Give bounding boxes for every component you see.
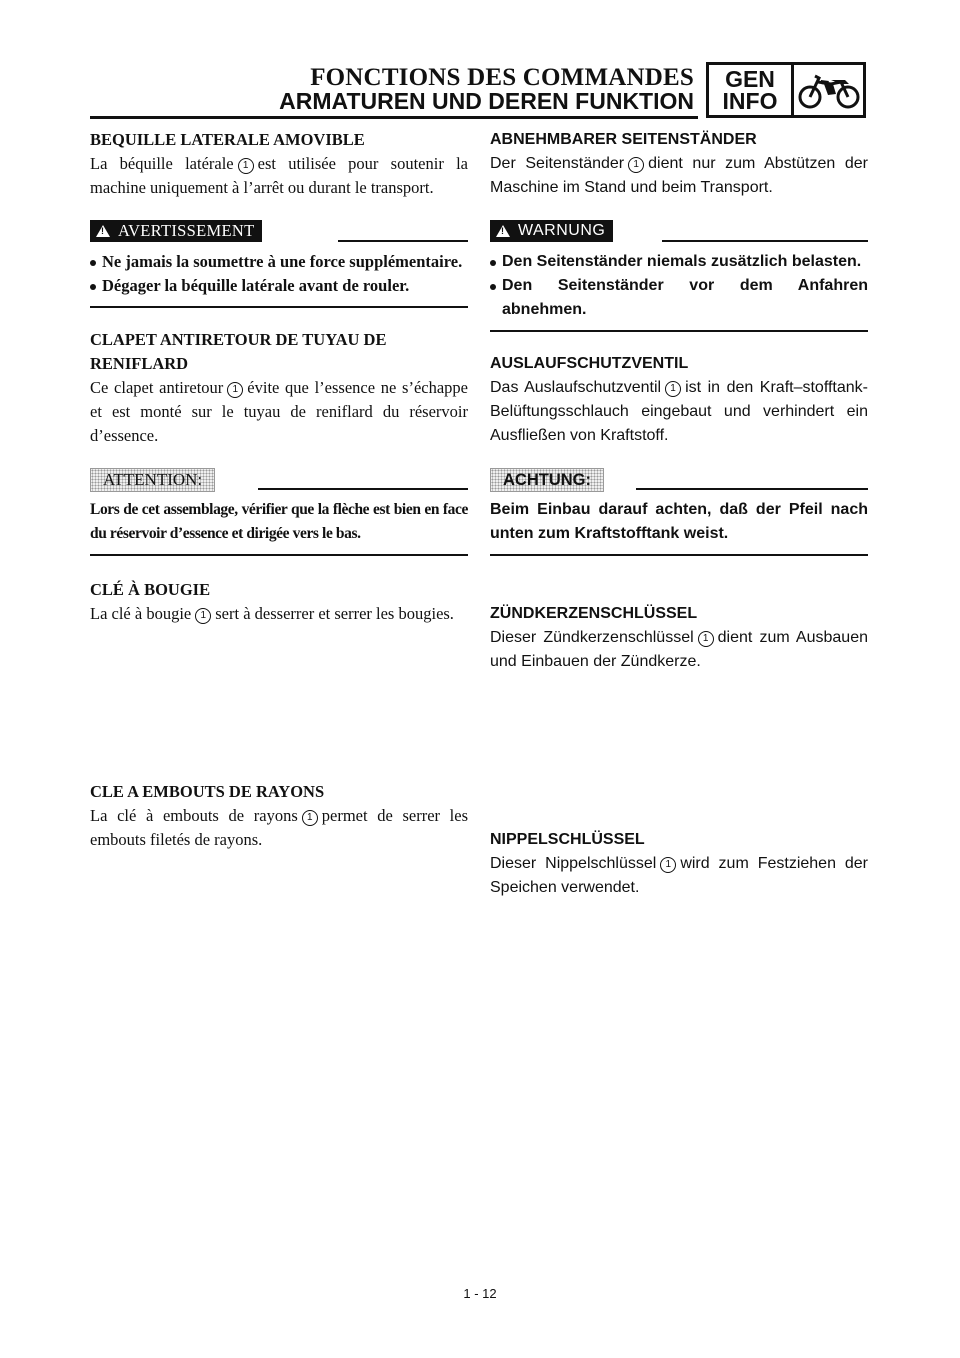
warning-item-fr: Dégager la béquille latérale avant de rouler. — [90, 274, 468, 298]
callout-number: 1 — [238, 158, 254, 174]
callout-number: 1 — [227, 382, 243, 398]
sidestand-title-fr: BEQUILLE LATERALE AMOVIBLE — [90, 130, 365, 149]
gen-info-badge — [706, 62, 866, 118]
gen-info-label — [709, 65, 794, 115]
spark-plug-wrench-text-de: Dieser Zündkerzenschlüssel 1 dient zum Ausbauen und Einbauen der Zündkerze. — [490, 629, 868, 670]
callout-number: 1 — [302, 810, 318, 826]
motorcycle-icon — [794, 65, 863, 115]
warning-label-de: ! WARNUNG — [490, 220, 613, 242]
attention-end-rule-de — [490, 554, 868, 556]
sidestand-text-de: Der Seitenständer 1 dient nur zum Abstützen der Maschine im Stand und beim Transport. — [490, 155, 868, 196]
warning-label-fr: ! AVERTISSEMENT — [90, 220, 262, 242]
attention-rule-fr — [258, 488, 468, 490]
callout-number: 1 — [628, 157, 644, 173]
valve-text-fr: Ce clapet antiretour 1 évite que l’essence ne s’échappe et est monté sur le tuyau de reniflard du réservoir d’essence. — [90, 378, 469, 445]
valve-text-de: Das Auslaufschutzventil 1 ist in den Kraft–stofftank-Belüftungsschlauch eingebaut und verhindert ein Ausfließen von Kraftstoff. — [490, 379, 868, 444]
attention-rule-de — [636, 488, 868, 490]
warning-rule-de — [662, 240, 868, 242]
nipple-wrench-text-de: Dieser Nippelschlüssel 1 wird zum Festziehen der Speichen verwendet. — [490, 855, 868, 896]
warning-item-de: Den Seitenständer vor dem Anfahren abnehmen. — [490, 274, 868, 322]
french-column — [90, 128, 468, 852]
gen-info-line1: GEN — [725, 66, 775, 92]
sidestand-text-fr: La béquille latérale 1 est utilisée pour soutenir la machine uniquement à l’arrêt ou durant le transport. — [90, 154, 469, 197]
attention-label-fr: ATTENTION: — [90, 468, 215, 492]
warning-item-de: Den Seitenständer niemals zusätzlich belasten. — [490, 250, 868, 274]
page-number: 1 - 12 — [463, 1286, 497, 1301]
attention-header-de — [490, 468, 868, 492]
nipple-wrench-title-de: NIPPELSCHLÜSSEL — [490, 831, 645, 848]
warning-rule-fr — [338, 240, 468, 242]
attention-text-fr: Lors de cet assemblage, vérifier que la flèche est bien en face du réservoir d’essence et dirigée vers le bas. — [90, 501, 468, 542]
header-title-german: ARMATUREN UND DEREN FUNKTION — [279, 88, 694, 114]
warning-triangle-icon — [96, 225, 110, 237]
attention-text-de: Beim Einbau darauf achten, daß der Pfeil nach unten zum Kraftstofftank weist. — [490, 501, 868, 542]
nipple-wrench-title-fr: CLE A EMBOUTS DE RAYONS — [90, 782, 325, 801]
gen-info-line2: INFO — [722, 88, 778, 114]
attention-label-de: ACHTUNG: — [490, 468, 604, 492]
valve-title-de: AUSLAUFSCHUTZVENTIL — [490, 355, 689, 372]
header-rule — [90, 116, 698, 119]
nipple-wrench-text-fr: La clé à embouts de rayons 1 permet de serrer les embouts filetés de rayons. — [90, 806, 469, 849]
warning-list-fr — [90, 250, 468, 298]
warning-end-rule-fr — [90, 306, 468, 308]
attention-header-fr — [90, 468, 468, 492]
warning-header-de — [490, 220, 868, 244]
warning-header-fr — [90, 220, 468, 244]
spark-plug-wrench-text-fr: La clé à bougie 1 sert à desserrer et serrer les bougies. — [90, 604, 454, 623]
spark-plug-wrench-title-fr: CLÉ À BOUGIE — [90, 580, 211, 599]
callout-number: 1 — [195, 608, 211, 624]
callout-number: 1 — [660, 857, 676, 873]
callout-number: 1 — [665, 381, 681, 397]
warning-list-de — [490, 250, 868, 322]
valve-title-fr: CLAPET ANTIRETOUR DE TUYAU DE RENIFLARD — [90, 330, 387, 373]
callout-number: 1 — [698, 631, 714, 647]
spark-plug-wrench-title-de: ZÜNDKERZENSCHLÜSSEL — [490, 605, 698, 622]
attention-end-rule-fr — [90, 554, 468, 556]
warning-end-rule-de — [490, 330, 868, 332]
sidestand-title-de: ABNEHMBARER SEITENSTÄNDER — [490, 131, 757, 148]
warning-item-fr: Ne jamais la soumettre à une force supplémentaire. — [90, 250, 468, 274]
header-title-french: FONCTIONS DES COMMANDES — [310, 64, 694, 91]
german-column — [490, 128, 868, 900]
warning-triangle-icon — [496, 225, 510, 237]
